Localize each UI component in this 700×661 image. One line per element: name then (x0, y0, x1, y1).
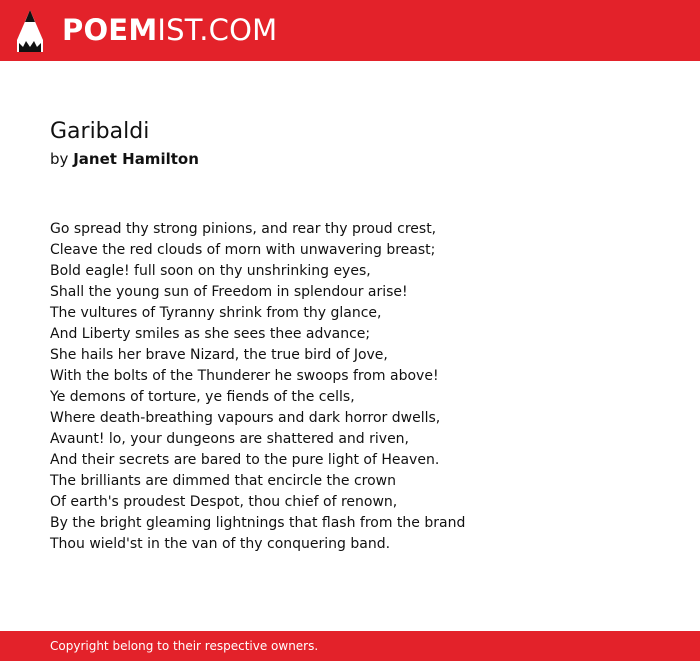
poem-line: Bold eagle! full soon on thy unshrinking eyes, (50, 263, 371, 279)
poem-line: Go spread thy strong pinions, and rear thy proud crest, (50, 221, 437, 237)
poem-line: And Liberty smiles as she sees thee advance; (50, 326, 371, 342)
copyright-text: Copyright belong to their respective owners. (50, 639, 319, 653)
poem-line: Avaunt! lo, your dungeons are shattered and riven, (50, 431, 410, 447)
poem-line: Shall the young sun of Freedom in splendour arise! (50, 284, 408, 300)
poem-line: Ye demons of torture, ye fiends of the cells, (50, 389, 355, 405)
poem-line: The vultures of Tyranny shrink from thy glance, (50, 305, 382, 321)
poem-title: Garibaldi (50, 119, 150, 144)
poem-body (50, 219, 670, 555)
brand-bold: POEM (62, 13, 158, 47)
pencil-tip-icon[interactable] (17, 10, 43, 52)
author-name[interactable]: Janet Hamilton (73, 150, 199, 168)
poem-line: She hails her brave Nizard, the true bird of Jove, (50, 347, 388, 363)
poem-line: By the bright gleaming lightnings that flash from the brand (50, 515, 466, 531)
byline-prefix: by (50, 150, 69, 168)
poem-line: With the bolts of the Thunderer he swoops from above! (50, 368, 439, 384)
site-footer (0, 631, 700, 661)
poem-line: Of earth's proudest Despot, thou chief of renown, (50, 494, 398, 510)
poem-line: Cleave the red clouds of morn with unwavering breast; (50, 242, 436, 258)
brand-light: IST.COM (157, 13, 278, 47)
poem-line: The brilliants are dimmed that encircle the crown (50, 473, 396, 489)
poem-line: Where death-breathing vapours and dark horror dwells, (50, 410, 441, 426)
site-logo-text[interactable] (62, 13, 277, 47)
site-header (0, 0, 700, 61)
poem-byline (50, 149, 199, 169)
poem-line: Thou wield'st in the van of thy conquering band. (50, 536, 391, 552)
poem-line: And their secrets are bared to the pure light of Heaven. (50, 452, 440, 468)
